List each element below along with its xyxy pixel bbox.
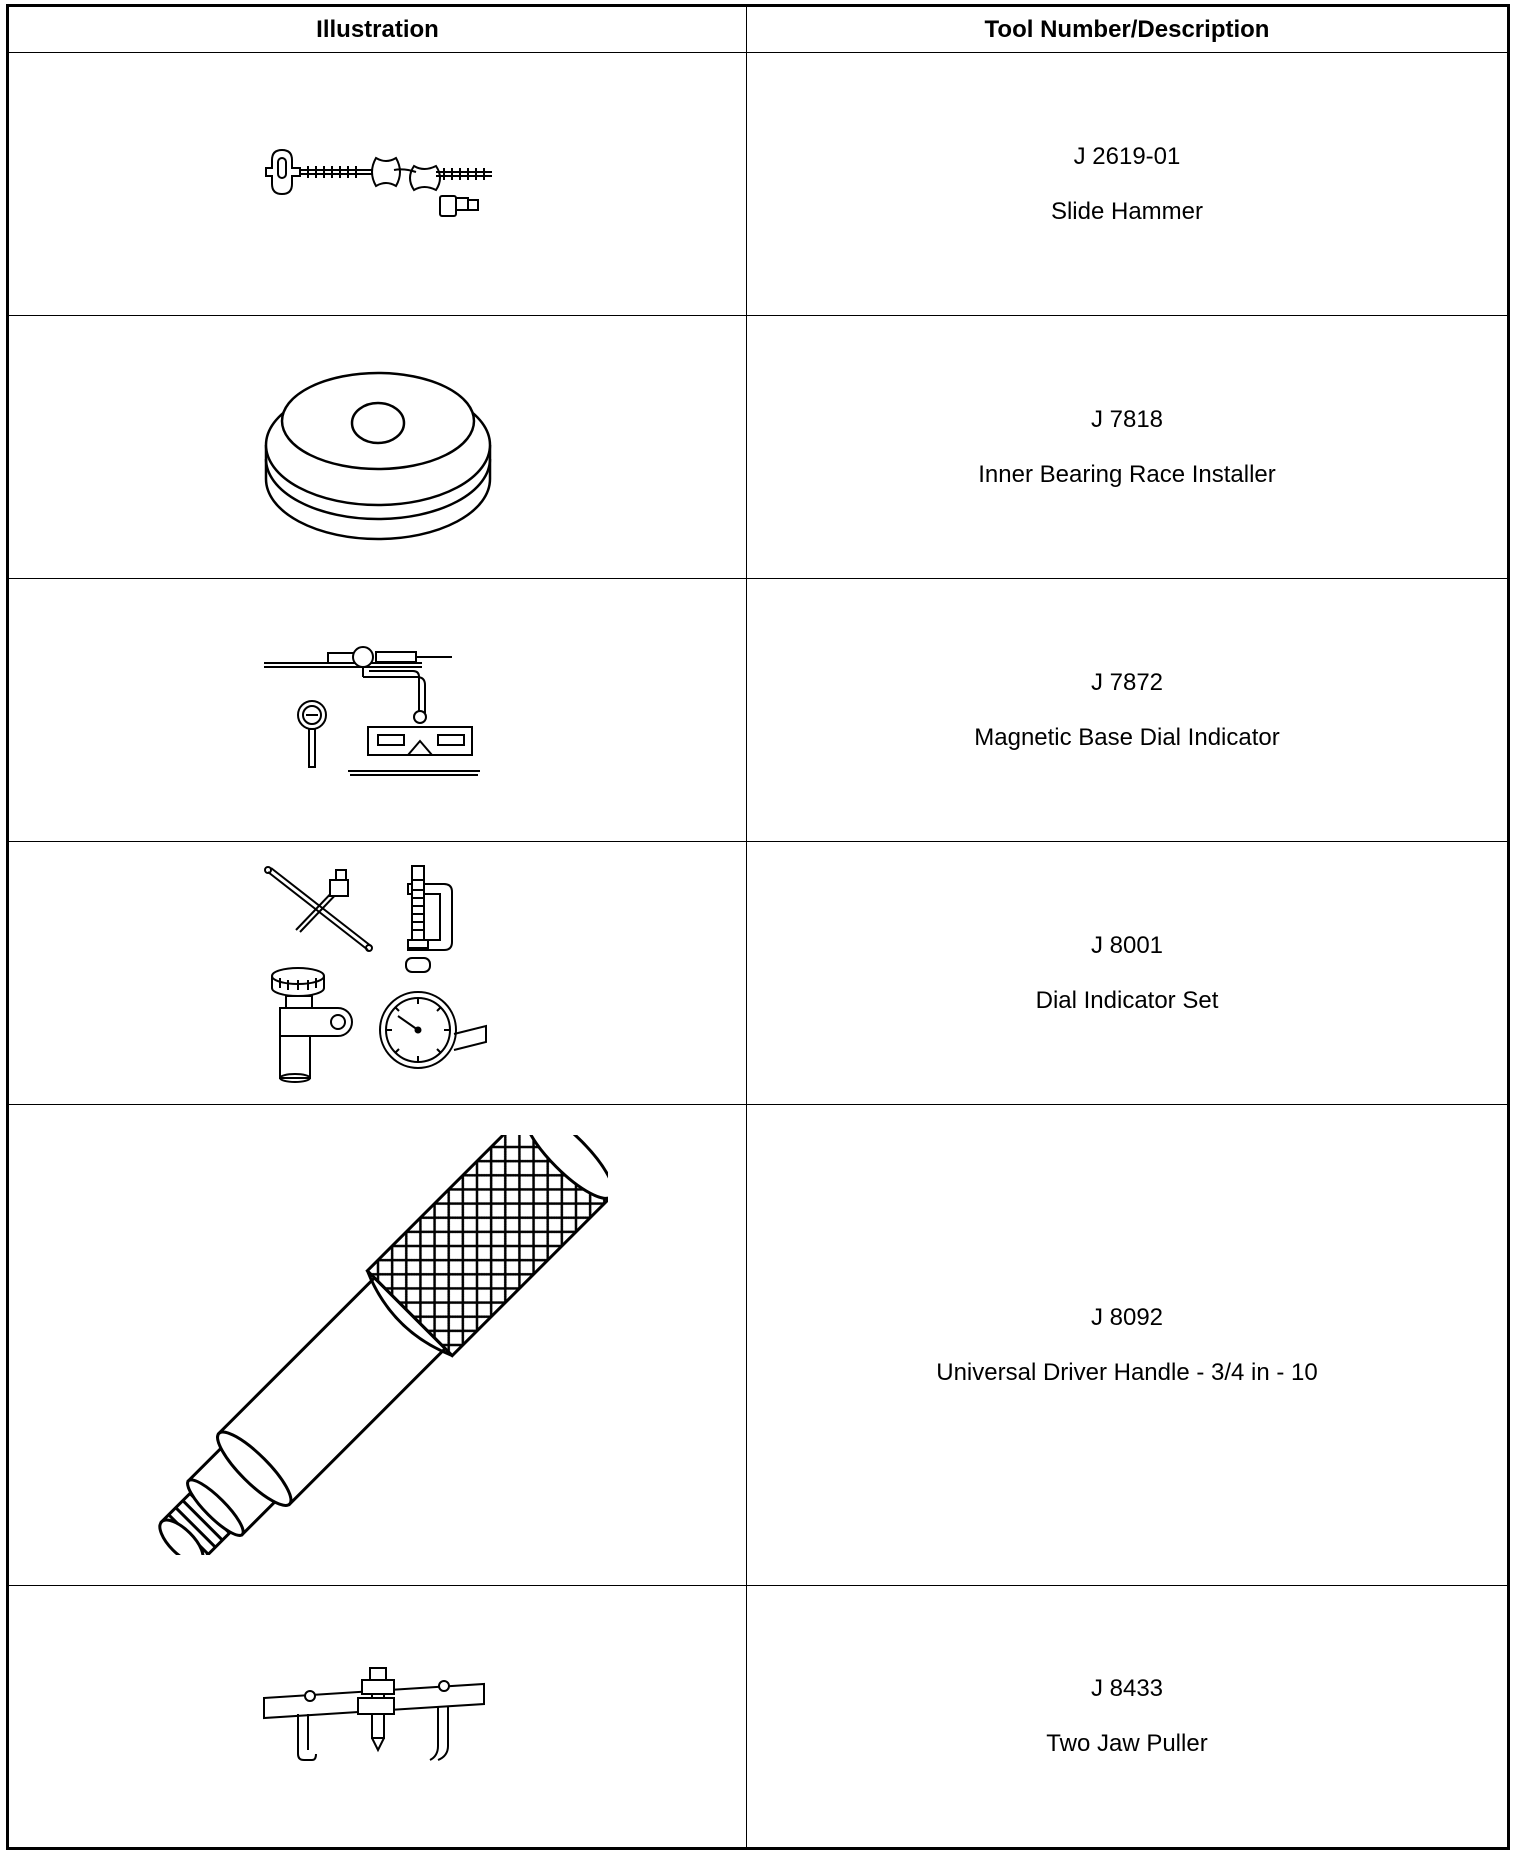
tool-name: Dial Indicator Set	[1035, 986, 1219, 1014]
two-jaw-puller-icon	[258, 1662, 498, 1772]
tool-description-cell	[747, 1586, 1509, 1849]
tool-number: J 8001	[1090, 931, 1164, 959]
illustration-cell	[8, 579, 747, 842]
illustration-cell	[8, 316, 747, 579]
tool-number: J 8092	[1090, 1303, 1164, 1331]
tool-description-cell	[747, 1105, 1509, 1586]
tool-header: Tool Number/Description	[747, 6, 1509, 53]
tool-number: J 8433	[1090, 1675, 1164, 1702]
tool-name: Inner Bearing Race Installer	[978, 460, 1276, 488]
illustration-cell	[8, 842, 747, 1105]
illustration-cell	[8, 1586, 747, 1849]
tool-name: Slide Hammer	[1050, 197, 1204, 225]
table-row	[8, 842, 1509, 1105]
tool-description-cell	[747, 53, 1509, 316]
dial-indicator-set-icon	[258, 858, 498, 1088]
table-header-row	[8, 6, 1509, 53]
driver-handle-icon	[148, 1135, 608, 1555]
magnetic-base-dial-indicator-icon	[258, 635, 498, 785]
tool-number: J 7818	[1090, 405, 1164, 433]
tool-name: Magnetic Base Dial Indicator	[974, 723, 1280, 751]
tool-description-cell	[747, 579, 1509, 842]
tool-description-cell	[747, 842, 1509, 1105]
illustration-cell	[8, 53, 747, 316]
tool-number: J 2619-01	[1073, 142, 1181, 170]
tool-table	[6, 4, 1510, 1850]
tool-name: Universal Driver Handle - 3/4 in - 10	[936, 1358, 1318, 1386]
table-row	[8, 53, 1509, 316]
table-row	[8, 1105, 1509, 1586]
illustration-cell	[8, 1105, 747, 1586]
tool-number: J 7872	[1090, 668, 1164, 696]
illustration-header: Illustration	[8, 6, 747, 53]
table-row	[8, 579, 1509, 842]
table-row	[8, 316, 1509, 579]
tool-name: Two Jaw Puller	[1046, 1730, 1208, 1757]
slide-hammer-icon	[258, 144, 498, 224]
tool-description-cell	[747, 316, 1509, 579]
bearing-race-installer-icon	[258, 347, 498, 547]
table-row	[8, 1586, 1509, 1849]
